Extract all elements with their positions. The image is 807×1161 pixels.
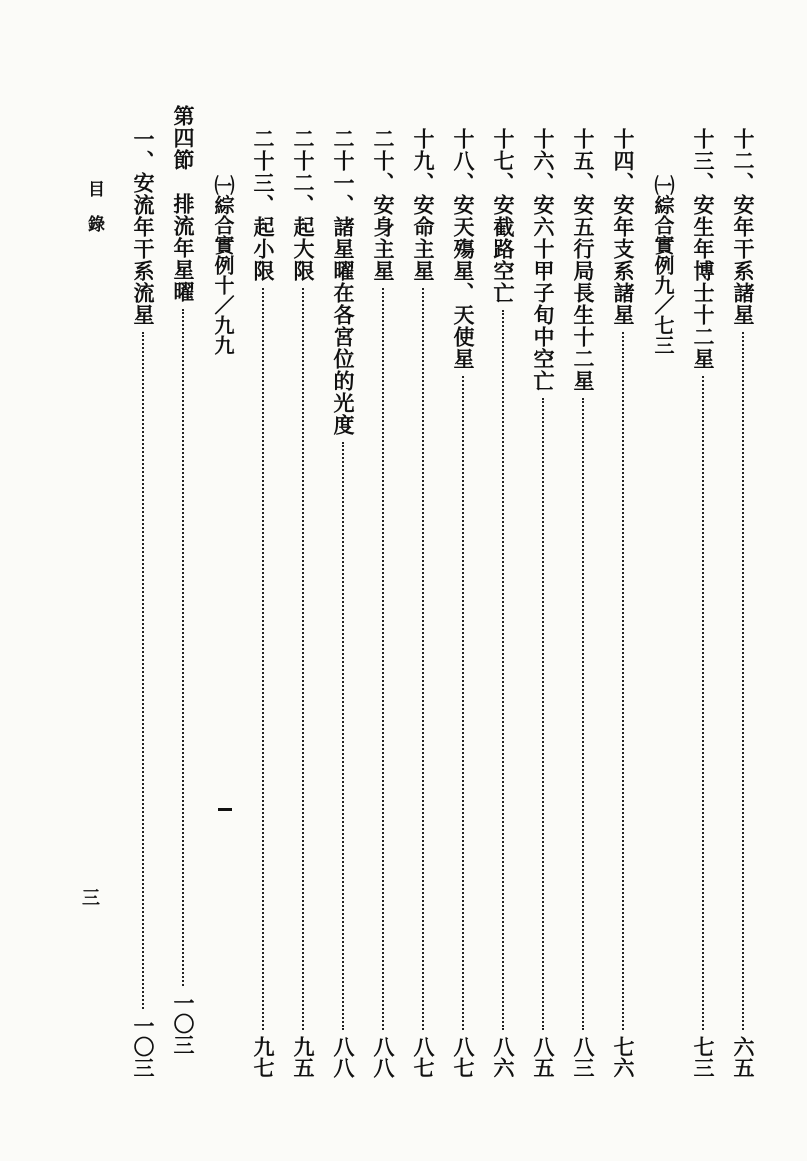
dot-leader xyxy=(622,332,624,1030)
entry-page: 八八 xyxy=(371,1036,396,1078)
entry-page: 八六 xyxy=(491,1036,516,1078)
subentry-title: ㈠綜合實例十／九九 xyxy=(211,175,235,355)
dot-leader xyxy=(182,309,184,986)
dot-leader xyxy=(542,398,544,1030)
dot-leader xyxy=(142,332,144,1009)
entry-title: 十三、安生年博士十二星 xyxy=(691,128,716,370)
dot-leader xyxy=(422,288,424,1030)
page-number: 三 xyxy=(82,888,100,909)
toc-entry xyxy=(408,128,438,1078)
toc-section xyxy=(168,105,198,1055)
entry-page: 九七 xyxy=(251,1036,276,1078)
dot-leader xyxy=(302,288,304,1030)
entry-page: 八五 xyxy=(531,1036,556,1078)
toc-entry xyxy=(688,128,718,1078)
toc-entry xyxy=(448,128,478,1078)
dot-leader xyxy=(582,398,584,1030)
entry-title: 十四、安年支系諸星 xyxy=(611,128,636,326)
dot-leader xyxy=(342,442,344,1030)
dot-leader xyxy=(382,288,384,1030)
section-title: 第四節 排流年星曜 xyxy=(171,105,196,303)
entry-page: 一〇三 xyxy=(131,1015,156,1078)
entry-title: 十二、安年干系諸星 xyxy=(731,128,756,326)
toc-entry xyxy=(288,128,318,1078)
entry-page: 六五 xyxy=(731,1036,756,1078)
entry-page: 八三 xyxy=(571,1036,596,1078)
entry-title: 十六、安六十甲子旬中空亡 xyxy=(531,128,556,392)
toc-entry xyxy=(488,128,518,1078)
entry-title: 一、安流年干系流星 xyxy=(131,128,156,326)
entry-page: 七三 xyxy=(691,1036,716,1078)
toc-entry xyxy=(728,128,758,1078)
entry-title: 十八、安天殤星、天使星 xyxy=(451,128,476,370)
toc-entry xyxy=(328,128,358,1078)
entry-page: 一〇三 xyxy=(171,992,196,1055)
entry-title: 二十、安身主星 xyxy=(371,128,396,282)
entry-page: 七六 xyxy=(611,1036,636,1078)
dot-leader xyxy=(702,376,704,1030)
entry-page: 八七 xyxy=(451,1036,476,1078)
entry-page: 八七 xyxy=(411,1036,436,1078)
dash-mark xyxy=(218,808,232,811)
toc-entry xyxy=(368,128,398,1078)
toc-entry xyxy=(128,128,158,1078)
dot-leader xyxy=(462,376,464,1030)
entry-title: 十九、安命主星 xyxy=(411,128,436,282)
toc-subentry xyxy=(648,175,678,355)
entry-page: 九五 xyxy=(291,1036,316,1078)
toc-entry xyxy=(248,128,278,1078)
toc-entry xyxy=(608,128,638,1078)
toc-entry xyxy=(568,128,598,1078)
entry-title: 二十三、起小限 xyxy=(251,128,276,282)
dot-leader xyxy=(262,288,264,1030)
toc-subentry xyxy=(208,175,238,355)
running-head: 目錄 xyxy=(84,180,104,250)
dot-leader xyxy=(742,332,744,1030)
dot-leader xyxy=(502,310,504,1030)
subentry-title: ㈠綜合實例九／七三 xyxy=(651,175,675,355)
entry-title: 十五、安五行局長生十二星 xyxy=(571,128,596,392)
entry-title: 二十二、起大限 xyxy=(291,128,316,282)
entry-page: 八八 xyxy=(331,1036,356,1078)
toc-entry xyxy=(528,128,558,1078)
entry-title: 二十一、諸星曜在各宮位的光度 xyxy=(331,128,356,436)
entry-title: 十七、安截路空亡 xyxy=(491,128,516,304)
